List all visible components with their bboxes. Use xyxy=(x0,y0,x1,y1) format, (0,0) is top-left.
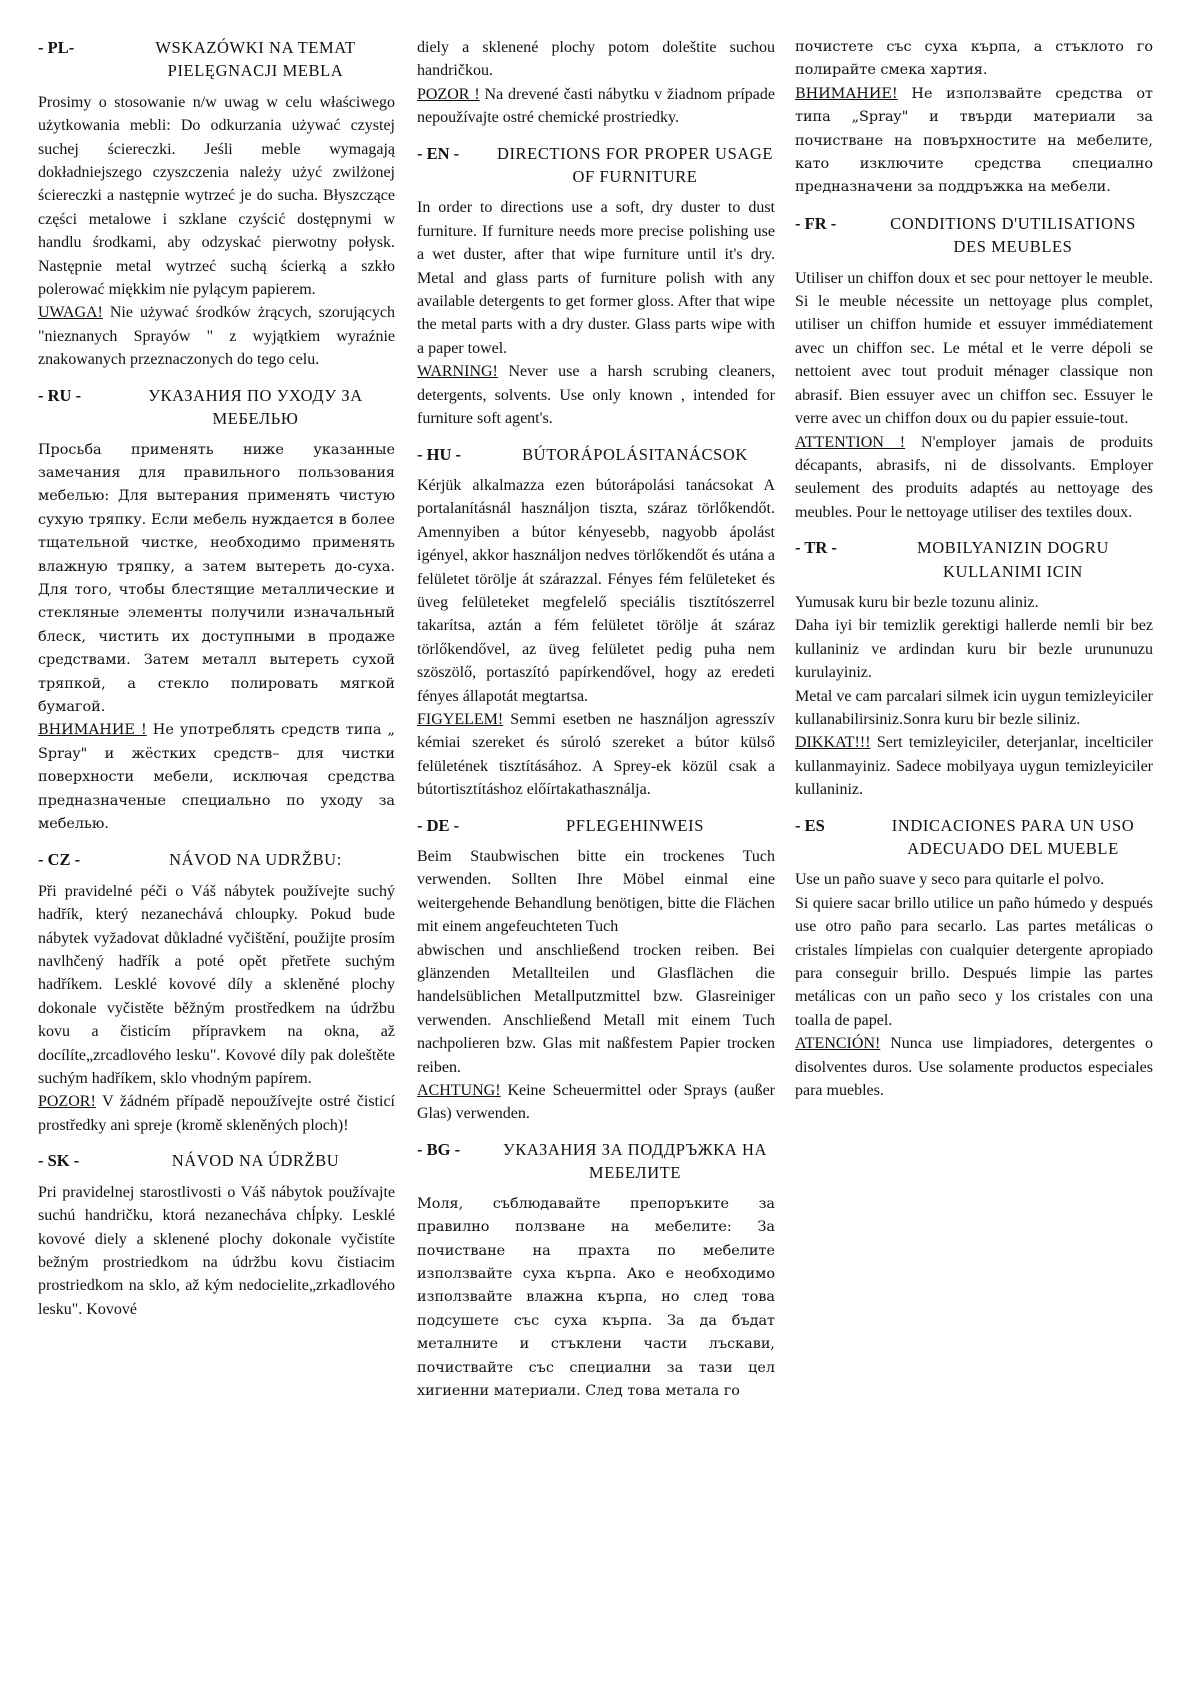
warning-paragraph xyxy=(417,708,775,802)
language-code: - HU - xyxy=(417,444,461,464)
language-code: - ES xyxy=(795,815,825,835)
warning-text: N'employer jamais de produits décapants, abrasifs, ni de dissolvants. Employer seulement des produits adaptés au nettoyage des meubles. Pour le nettoyage utiliser des textiles doux. xyxy=(795,433,1153,521)
section-heading xyxy=(38,36,395,83)
language-code: - TR - xyxy=(795,538,837,558)
paragraph: Просьба применять ниже указанные замечания для правильного пользования мебелью: Для вытерания применять чистую сухую тряпку. Если мебель нуждается в более тщательной чистке, необходимо применять влажную тряпку, а затем вытереть до-суха. Для того, чтобы блестящие металлические и стекляные элементы получили изначальный блеск, чистить их доступными в продаже средствами. Затем металл вытереть сухой тряпкой, а стекло полировать мягкой бумагой. xyxy=(38,441,395,715)
section-body xyxy=(417,474,775,802)
section-heading xyxy=(795,212,1153,259)
paragraph: почистете със суха кърпа, а стъклото го полирайте смека хартия. xyxy=(795,39,1153,79)
section-body xyxy=(795,36,1153,200)
warning-paragraph xyxy=(795,431,1153,525)
warning-label: ACHTUNG! xyxy=(417,1082,501,1100)
section xyxy=(417,142,775,431)
warning-label: UWAGA! xyxy=(38,304,103,322)
section xyxy=(795,814,1153,1103)
paragraph: Prosimy o stosowanie n/w uwag w celu właściwego użytkowania mebli: Do odkurzania używać czystej suchej ściereczki. Jeśli meble wymagają dokładniejszego czyszczenia należy użyć zwilżonej ściereczki a następnie wytrzeć je do sucha. Błyszczące części metalowe i szklane czyścić dostępnymi w handlu środkami, aby odzyskać pierwotny połysk. Następnie metal wytrzeć suchą ścierką a szkło polerować miękkim nie pylącym papierem. xyxy=(38,93,395,299)
warning-label: ATTENTION ! xyxy=(795,433,906,451)
section-heading xyxy=(795,536,1153,583)
warning-text: Не използвайте средства от типа „Spray" и твърди материали за почистване на повърхностите на мебелите, като изключите средства специално предназначени за поддръжка на мебели. xyxy=(795,85,1153,196)
warning-paragraph xyxy=(795,83,1153,200)
section xyxy=(38,384,395,837)
warning-label: FIGYELEM! xyxy=(417,710,504,728)
warning-paragraph xyxy=(795,1032,1153,1102)
section-body xyxy=(795,267,1153,524)
language-code: - EN - xyxy=(417,143,460,163)
paragraph: diely a sklenené plochy potom doleštite suchou handričkou. xyxy=(417,39,775,80)
warning-label: ВНИМАНИЕ! xyxy=(795,85,898,102)
warning-text: Не употреблять средств типа „ Spray" и жёсткиx средств– для чистки поверхности мебели, исключая средства предназначеные специально по уходу за мебелью. xyxy=(38,722,395,832)
section xyxy=(417,443,775,802)
section-body xyxy=(417,845,775,1126)
column-3 xyxy=(795,36,1153,1114)
paragraph: Beim Staubwischen bitte ein trockenes Tuch verwenden. Sollten Ihre Möbel einmal eine weitergehende Behandlung benötigen, bitte die Flächen mit einem angefeuchteten Tuch xyxy=(417,848,775,936)
section-title: УКАЗАНИЯ ЗА ПОДДРЪЖКА НА МЕБЕЛИТЕ xyxy=(502,1139,768,1183)
section-body xyxy=(417,196,775,430)
warning-text: Semmi esetben ne használjon agresszív kémiai szereket és súroló szereket a bútor külső felületének tisztításához. A Sprey-ek közül csak a bútortisztításhoz előírtakathasználja. xyxy=(417,710,775,799)
warning-paragraph xyxy=(38,719,395,836)
warning-paragraph xyxy=(417,360,775,430)
warning-paragraph xyxy=(38,301,395,371)
warning-text: Na drevené časti nábytku v žiadnom prípade nepoužívajte ostré chemické prostriedky. xyxy=(417,85,775,127)
warning-text: Nie używać środków żrących, szorujących "nieznanych Sprayów " z wyjątkiem wyraźnie znakowanych przeznaczonych do tego celu. xyxy=(38,304,395,369)
column-1 xyxy=(38,36,395,1333)
warning-paragraph xyxy=(417,83,775,130)
section-body xyxy=(38,91,395,372)
section-title: INDICACIONES PARA UN USO ADECUADO DEL MUEBLE xyxy=(891,815,1135,858)
language-code: - CZ - xyxy=(38,850,81,870)
section-body xyxy=(417,36,775,130)
section xyxy=(795,536,1153,801)
warning-paragraph xyxy=(417,1079,775,1126)
warning-text: Never use a harsh scrubing cleaners, detergents, solvents. Use only known , intended for furniture soft agent's. xyxy=(417,363,775,428)
section-title: NÁVOD NA ÚDRŽBU xyxy=(171,1151,340,1171)
section-heading xyxy=(417,814,775,837)
warning-label: POZOR! xyxy=(38,1093,96,1111)
section-title: CONDITIONS D'UTILISATIONS DES MEUBLES xyxy=(890,213,1136,257)
section-heading xyxy=(417,142,775,189)
warning-text: Nunca use limpiadores, detergentes o disolventes duros. Use solamente productos especiales para muebles. xyxy=(795,1035,1153,1100)
section xyxy=(795,212,1153,524)
paragraph: Pri pravidelnej starostlivosti o Váš nábytok používajte suchú handričku, ktorá nezanecháva chĺpky. Lesklé kovové diely a sklenené plochy dokonale vyčistíte bežným prostriedkom na údržbu kovu čistiacim prostriedkom na sklo, až kým nedocielite„zrkadlového lesku". Kovové xyxy=(38,1183,395,1318)
section xyxy=(38,848,395,1137)
paragraph: In order to directions use a soft, dry duster to dust furniture. If furniture needs more precise polishing use a wet duster, after that wipe furniture until it's dry. Metal and glass parts of furniture polish with any available detergents to get former gloss. After that wipe the metal parts with a dry duster. Glass parts wipe with a paper towel. xyxy=(417,199,775,357)
section-heading xyxy=(38,384,395,431)
warning-label: WARNING! xyxy=(417,363,498,381)
paragraph: Při pravidelné péči o Váš nábytek používejte suchý hadřík, který nezanechává chloupky. Pokud bude nábytek vyžadovat důkladné vyčištění, použijte prosím navlhčený hadřík a poté opět přetřete suchým hadříkem. Lesklé kovové díly a skleněné plochy dokonale vyčistěte běžným prostředkem na údržbu kovu a čisticím přípravkem na okna, až docílíte„zrcadlového lesku". Kovové díly pak doleštěte suchým hadříkem, sklo vhodným papírem. xyxy=(38,882,395,1088)
section-body xyxy=(417,1193,775,1404)
section xyxy=(38,36,395,372)
section-body xyxy=(38,439,395,837)
section-body xyxy=(38,880,395,1137)
language-code: - BG - xyxy=(417,1139,461,1159)
section-heading xyxy=(417,443,775,466)
warning-text: V žádném případě nepoužívejte ostré čisticí prostředky ani spreje (kromě skleněných ploch)! xyxy=(38,1093,395,1134)
section-title: УКАЗАНИЯ ПО УХОДУ ЗА МЕБЕЛЬЮ xyxy=(148,385,363,429)
warning-label: ATENCIÓN! xyxy=(795,1035,881,1053)
section-title: BÚTORÁPOLÁSITANÁCSOK xyxy=(522,444,748,464)
section xyxy=(795,36,1153,200)
warning-label: POZOR ! xyxy=(417,85,480,103)
section xyxy=(417,814,775,1126)
section-body xyxy=(795,868,1153,1102)
warning-paragraph xyxy=(38,1090,395,1137)
paragraph: Моля, съблюдавайте препоръките за правилно ползване на мебелите: За почистване на прахта по мебелите използвайте суха кърпа. Ако е необходимо използвайте влажна кърпа, но след това подсушете със суха кърпа. За да бъдат металните и стъклени части лъскави, почиствайте със специални за тази цел хигиенни материали. След това метала го xyxy=(417,1195,775,1399)
paragraph: Si quiere sacar brillo utilice un paño húmedo y después use otro paño para secarlo. Las partes metálicas o cristales límpielas con cualquier detergente apropiado para conseguir brillo. Después limpie las partes metálicas con un paño seco y los cristales con una toalla de papel. xyxy=(795,894,1153,1029)
language-code: - PL- xyxy=(38,38,75,57)
paragraph: Utiliser un chiffon doux et sec pour nettoyer le meuble. Si le meuble nécessite un nettoyage plus complet, utiliser un chiffon humide et essuyer immédiatement avec un chiffon sec. Le métal et le verre dépoli se nettoient avec tout produit ménager classique non abrasif. Bien essuyer avec un chiffon sec. Essuyer le verre avec un chiffon doux ou du papier essuie-tout. xyxy=(795,269,1153,428)
warning-label: DIKKAT!!! xyxy=(795,734,871,752)
section xyxy=(417,36,775,130)
language-code: - DE - xyxy=(417,815,460,835)
language-code: - RU - xyxy=(38,385,82,405)
section-body xyxy=(38,1181,395,1321)
paragraph: Use un paño suave y seco para quitarle el polvo. xyxy=(795,871,1105,889)
language-code: - SK - xyxy=(38,1151,80,1171)
paragraph: Daha iyi bir temizlik gerektigi hallerde nemli bir bez kullaniniz ve ardindan kuru bir bezle urununuzu kurulayiniz. xyxy=(795,617,1153,682)
warning-label: ВНИМАНИЕ ! xyxy=(38,722,147,739)
section-title: WSKAZÓWKI NA TEMAT PIELĘGNACJI MEBLA xyxy=(155,38,356,81)
section xyxy=(38,1149,395,1321)
section-heading xyxy=(417,1138,775,1185)
warning-text: Keine Scheuermittel oder Sprays (außer Glas) verwenden. xyxy=(417,1082,775,1123)
section-heading xyxy=(38,1149,395,1172)
column-2 xyxy=(417,36,775,1415)
paragraph: Kérjük alkalmazza ezen bútorápolási tanácsokat A portalanításnál használjon tiszta, száraz törlőkendőt. Amennyiben a bútor kényesebb, nagyobb ápolást igényel, akkor használjon nedves törlőkendőt és utána a felületet törölje át szárazzal. Fényes fém felületeket és üveg felületeket megfelelő speciális tisztítószerrel takarítsa, aztán a fém felületet törölje át száraz törlőkendővel, az üveg felületet pedig puha nem szöszölő, portaszító papírkendővel, hogy az eredeti fényes állapotát megtartsa. xyxy=(417,476,775,705)
section-heading xyxy=(795,814,1153,861)
section-title: PFLEGEHINWEIS xyxy=(566,815,704,835)
section-heading xyxy=(38,848,395,871)
section-title: MOBILYANIZIN DOGRU KULLANIMI ICIN xyxy=(916,538,1109,581)
paragraph: Metal ve cam parcalari silmek icin uygun temizleyiciler kullanabilirsiniz.Sonra kuru bir bezle siliniz. xyxy=(795,687,1153,728)
section-body xyxy=(795,591,1153,802)
language-code: - FR - xyxy=(795,213,837,233)
section xyxy=(417,1138,775,1403)
paragraph: Yumusak kuru bir bezle tozunu aliniz. xyxy=(795,593,1039,611)
paragraph: abwischen und anschließend trocken reiben. Bei glänzenden Metallteilen und Glasflächen die handelsüblichen Metallputzmittel bzw. Glasreiniger verwenden. Anschließend Metall mit einem Tuch nachpolieren bzw. Glas mit naßfestem Papier trocken reiben. xyxy=(417,941,775,1076)
warning-paragraph xyxy=(795,731,1153,801)
section-title: NÁVOD NA UDRŽBU: xyxy=(169,850,342,870)
section-title: DIRECTIONS FOR PROPER USAGE OF FURNITURE xyxy=(496,143,774,187)
warning-text: Sert temizleyiciler, deterjanlar, incelticiler kullanmayiniz. Sadece mobilyaya uygun temizleyiciler kullaniniz. xyxy=(795,734,1153,799)
